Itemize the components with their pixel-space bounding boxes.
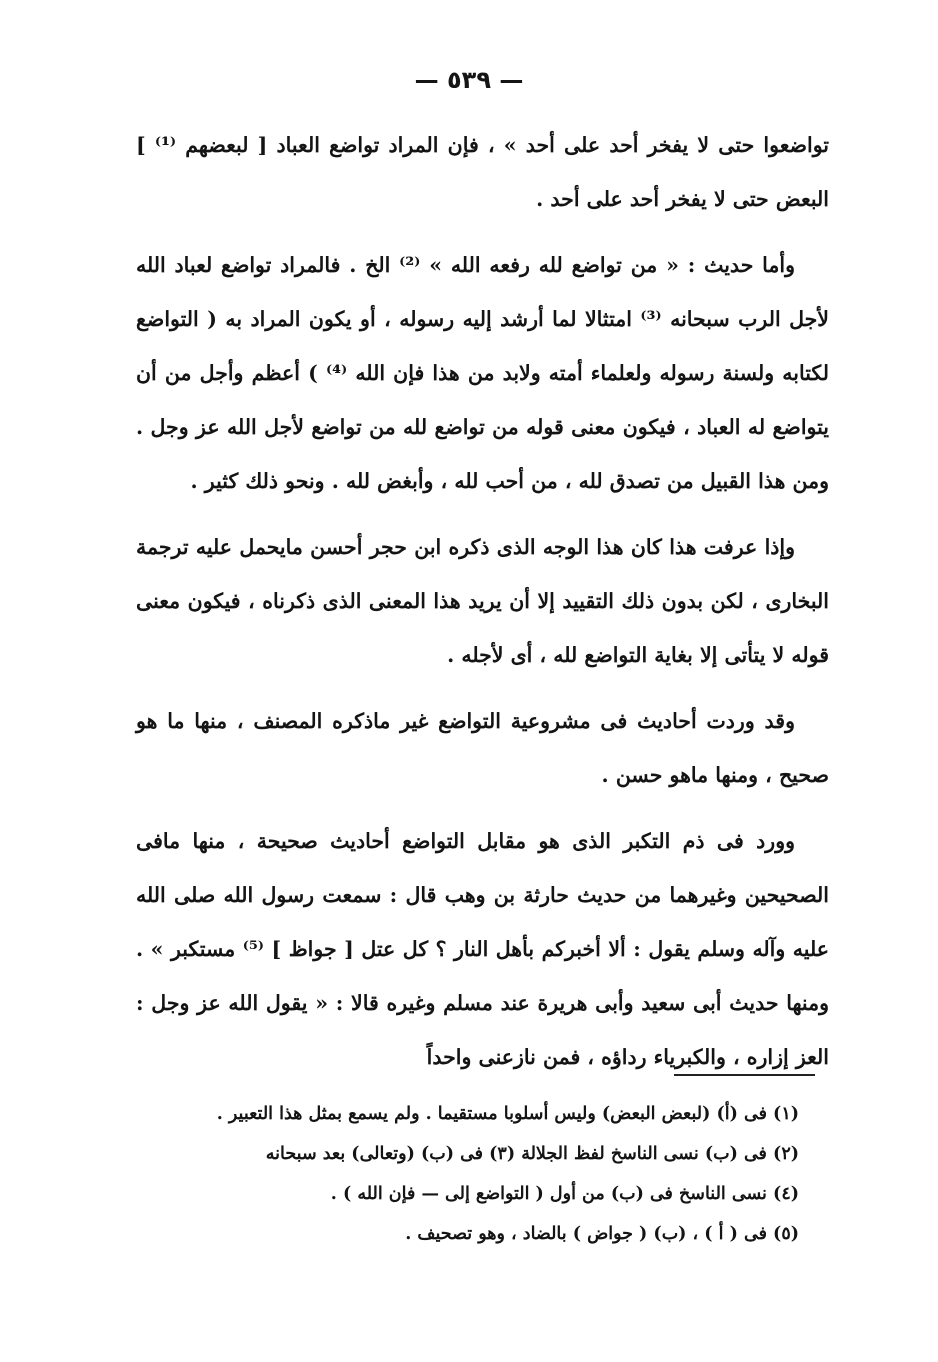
footnote-4: (٤) نسى الناسخ فى (ب) من أول ( التواضع إلى — فإن الله ) . xyxy=(330,1184,799,1204)
footnote-2-3: (٢) فى (ب) نسى الناسخ لفظ الجلالة (٣) فى (ب) (وتعالى) بعد سبحانه xyxy=(265,1144,799,1164)
paragraph-2: وأما حديث : « من تواضع لله رفعه الله » ⁽²⁾ الخ . فالمراد تواضع لعباد الله لأجل الرب سبحانه ⁽³⁾ امتثالا لما أرشد إليه رسوله ، أو يكون المراد به ( التواضع لكتابه ولسنة رسوله ولعلماء أمته ولابد من هذا فإن الله ⁽⁴⁾ ) أعظم وأجل من أن يتواضع له العباد ، فيكون معنى قوله من تواضع لله من تواضع لأجل الله عز وجل . ومن هذا القبيل من تصدق لله ، من أحب لله ، وأبغض لله . ونحو ذلك كثير . xyxy=(136,253,830,493)
page-number: — ٥٣٩ — xyxy=(414,66,524,94)
footnote-1: (١) فى (أ) (لبعض البعض) وليس أسلوبا مستقيما . ولم يسمع بمثل هذا التعبير . xyxy=(216,1104,799,1124)
main-text xyxy=(136,118,829,1084)
paragraph-3: وإذا عرفت هذا كان هذا الوجه الذى ذكره ابن حجر أحسن مايحمل عليه ترجمة البخارى ، لكن بدون ذلك التقييد إلا أن يريد هذا المعنى الذى ذكرناه ، فيكون معنى قوله لا يتأتى إلا بغاية التواضع لله ، أى لأجله . xyxy=(136,535,829,667)
footnote-5: (٥) فى ( أ ) ، (ب) ( جواض ) بالضاد ، وهو تصحيف . xyxy=(405,1224,799,1244)
paragraph-1: تواضعوا حتى لا يفخر أحد على أحد » ، فإن المراد تواضع العباد [ لبعضهم ⁽¹⁾ ] البعض حتى لا يفخر أحد على أحد . xyxy=(136,133,829,211)
paragraph-4: وقد وردت أحاديث فى مشروعية التواضع غير ماذكره المصنف ، منها ما هو صحيح ، ومنها ماهو حسن . xyxy=(136,709,829,787)
footnotes xyxy=(170,1094,799,1254)
footnote-divider xyxy=(674,1074,815,1076)
paragraph-5: وورد فى ذم التكبر الذى هو مقابل التواضع أحاديث صحيحة ، منها مافى الصحيحين وغيرهما من حديث حارثة بن وهب قال : سمعت رسول الله صلى الله عليه وآله وسلم يقول : ألا أخبركم بأهل النار ؟ كل عتل [ جواظ ] ⁽⁵⁾ مستكبر » . ومنها حديث أبى سعيد وأبى هريرة عند مسلم وغيره قالا : « يقول الله عز وجل : العز إزاره ، والكبرياء رداؤه ، فمن نازعنى واحداً xyxy=(136,829,829,1069)
